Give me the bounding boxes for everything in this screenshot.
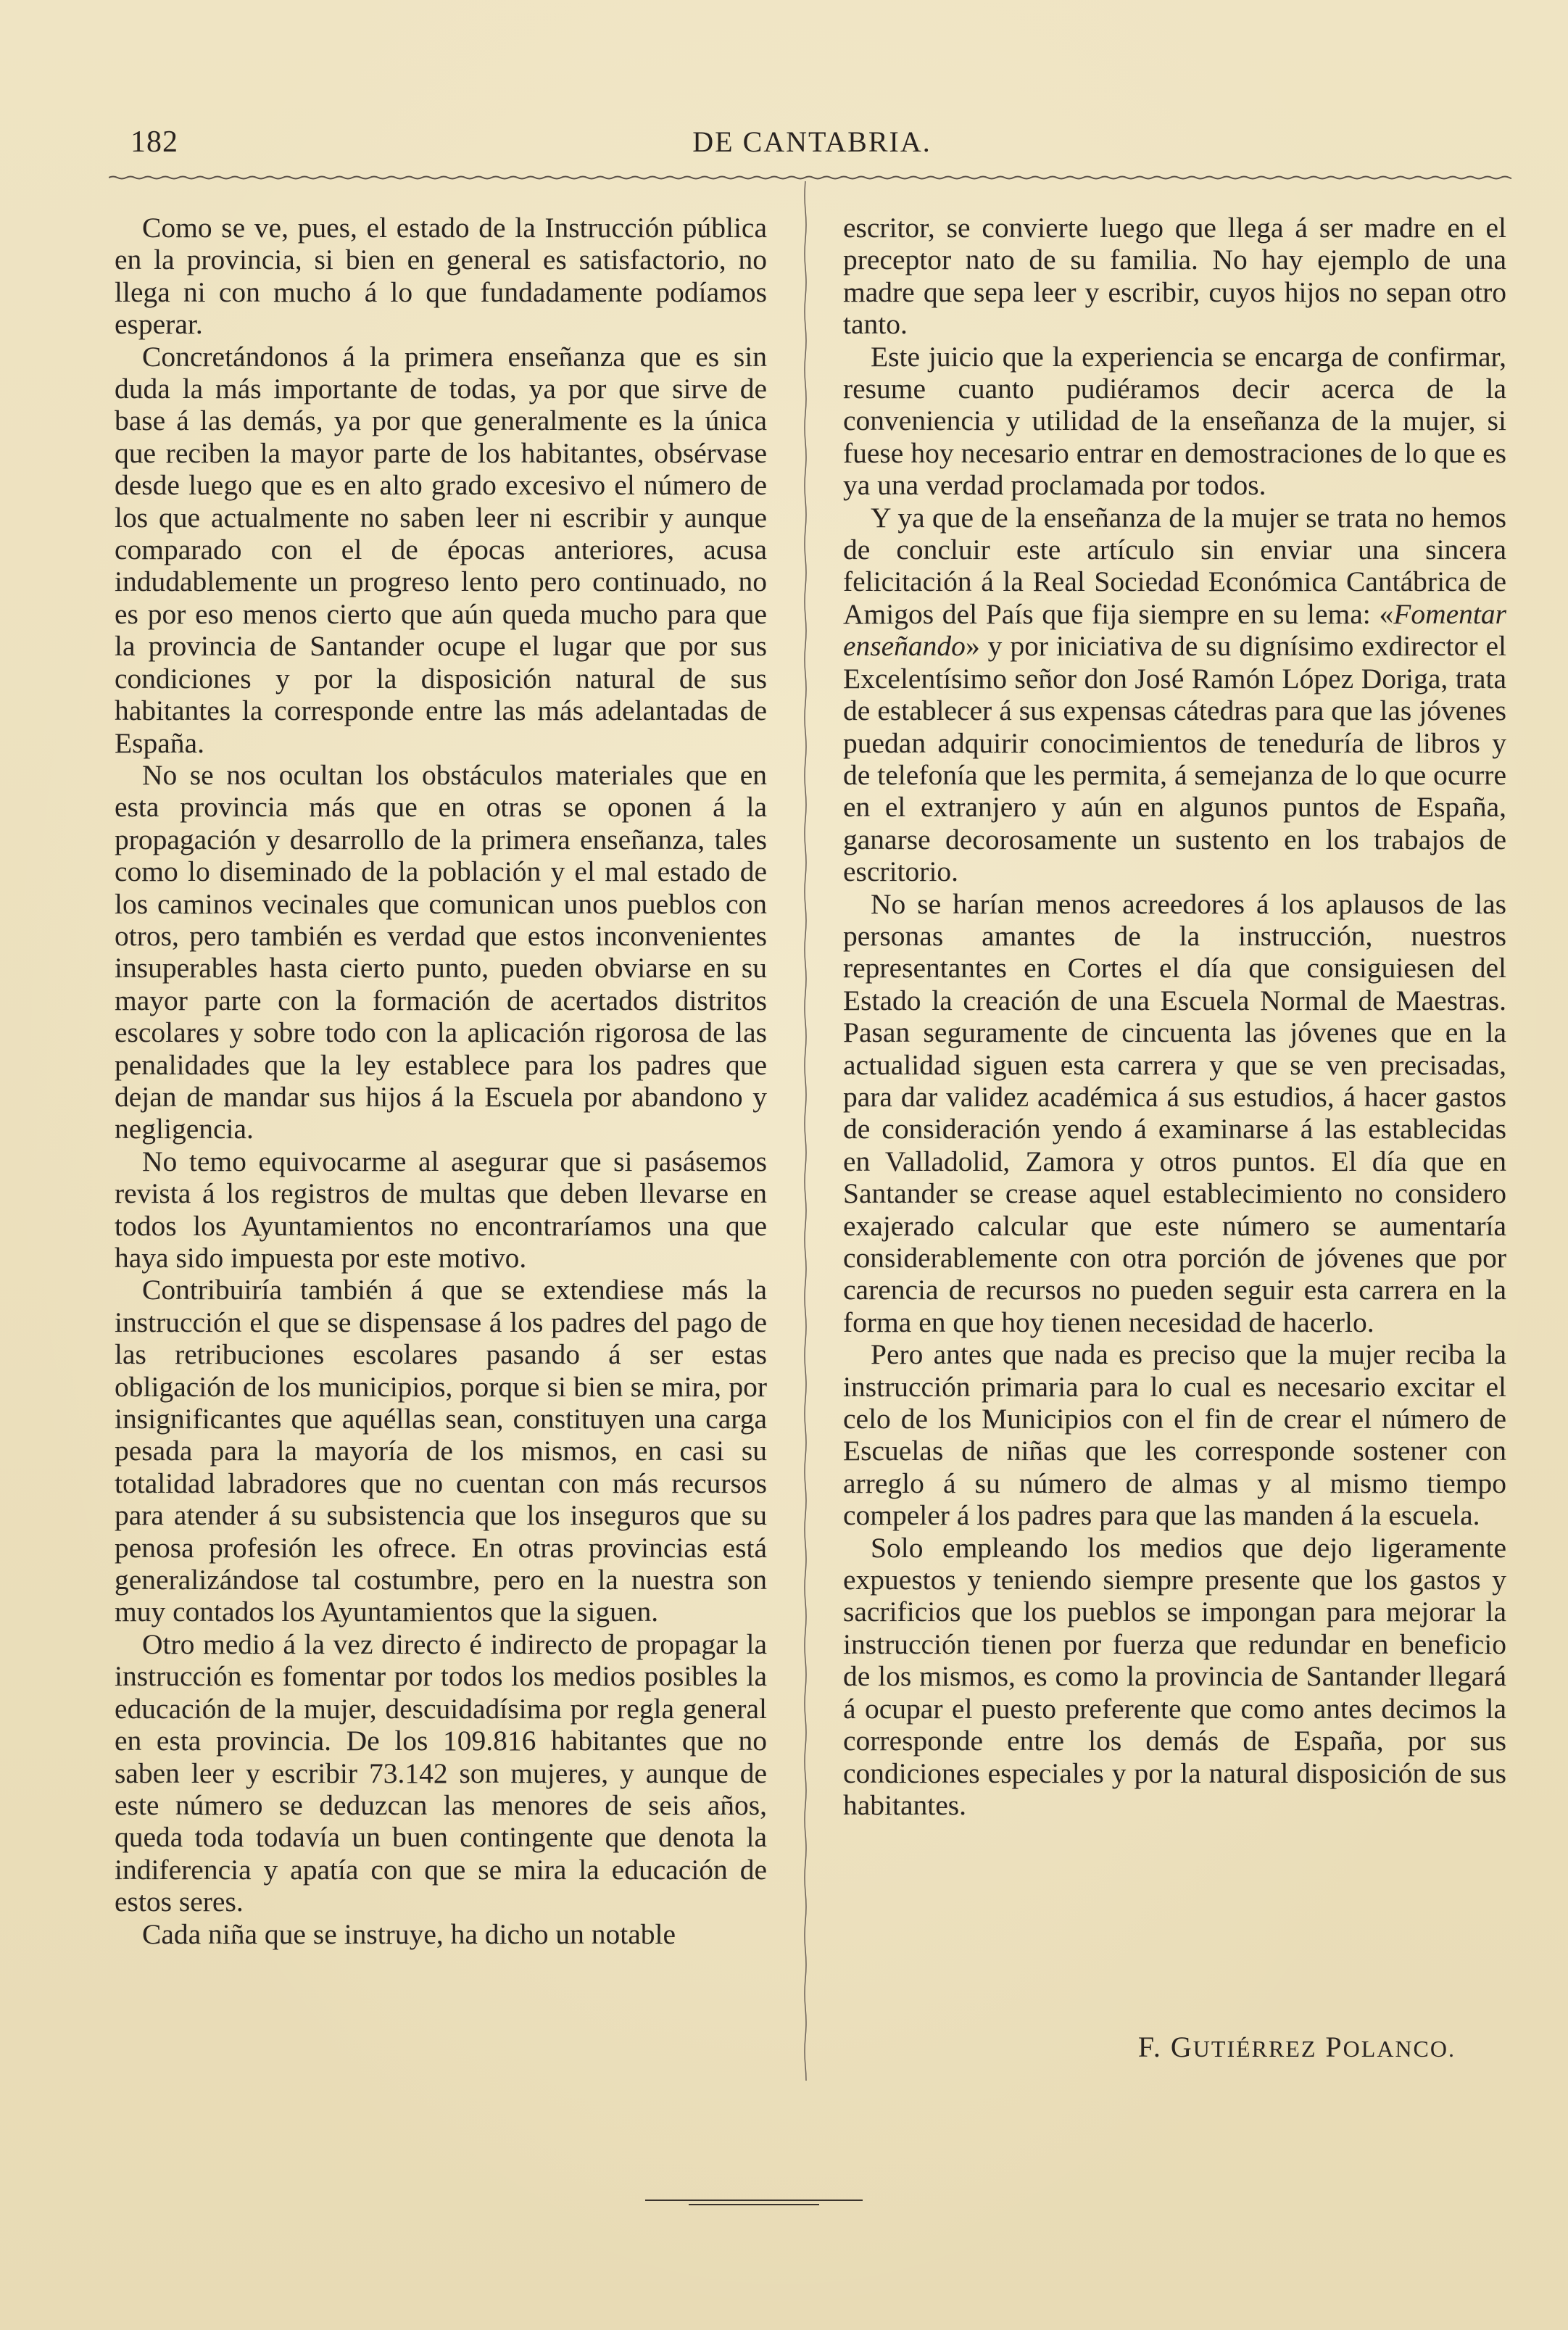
paragraph: Pero antes que nada es preciso que la mujer reciba la instrucción primaria para lo cual es necesario excitar el celo de los Municipios con el fin de crear el número de Escuelas de niñas que les corresponde sostener con arreglo á su número de almas y al mismo tiempo compeler á los padres para que las manden á la escuela. (843, 1338, 1506, 1532)
wavy-rule-icon (109, 174, 1511, 181)
paragraph: Cada niña que se instruye, ha dicho un notable (142, 1918, 676, 1950)
vertical-rule-icon (803, 181, 808, 2081)
paragraph: Este juicio que la experiencia se encarga de confirmar, resume cuanto pudiéramos decir acerca de la conveniencia y utilidad de la enseñanza de la mujer, si fuese hoy necesario entrar en demostraciones de lo que es ya una verdad proclamada por todos. (843, 340, 1506, 502)
society-motto: Fomentar enseñando (843, 597, 1506, 663)
end-rule (645, 2200, 863, 2208)
header-rule (109, 174, 1511, 181)
paragraph: No se harían menos acreedores á los aplausos de las personas amantes de la instrucción, nuestros representantes en Cortes el día que consiguiesen del Estado la creación de una Escuela Normal de Maestras. Pasan seguramente de cincuenta las jóvenes que en la actualidad siguen esta carrera y que se ven precisadas, para dar validez académica á sus estudios, á hacer gastos de consideración yendo á examinarse á las establecidas en Valladolid, Zamora y otros puntos. El día que en Santander se crease aquel establecimiento no considero exajerado calcular que este número se aumentaría considerablemente con otra porción de jóvenes que por carencia de recursos no pueden seguir esta carrera en la forma en que hoy tienen necesidad de hacerlo. (843, 887, 1506, 1338)
motto-tail: » y por iniciativa de su dignísimo exdirector el Excelentísimo señor don José Ramón López Doriga, trata de establecer á sus expensas cátedras para que las jóvenes puedan adquirir conocimientos de teneduría de libros y de telefonía que les permita, á semejanza de lo que ocurre en el extranjero y aún en algunos puntos de España, ganarse decorosamente un sustento en los trabajos de escritorio. (843, 630, 1506, 888)
motto-lead: Y ya que de la enseñanza de la mujer se trata no hemos de concluir este artículo sin enviar una sincera felicitación á la Real Sociedad Económica Cantábrica de Amigos del País que fija siempre en su lema: « (843, 501, 1506, 630)
paragraph-motto (843, 502, 1506, 888)
page-number: 182 (130, 125, 178, 159)
paragraph: No se nos ocultan los obstáculos materiales que en esta provincia más que en otras se oponen á la propagación y desarrollo de la primera enseñanza, tales como lo diseminado de la población y el mal estado de los caminos vecinales que comunican unos pueblos con otros, pero también es verdad que estos inconvenientes insuperables hasta cierto punto, pueden obviarse en su mayor parte con la formación de acertados distritos escolares y sobre todo con la aplicación rigorosa de las penalidades que la ley establece para los padres que dejan de mandar sus hijos á la Escuela por abandono y negligencia. (115, 758, 767, 1145)
signature-second-surname: OLANCO. (1343, 2036, 1456, 2062)
signature-surname: UTIÉRREZ (1192, 2036, 1317, 2062)
paragraph: Otro medio á la vez directo é indirecto de propagar la instrucción es fomentar por todos los medios posibles la educación de la mujer, descuidadísima por regla general en esta provincia. De los 109.816 habitantes que no saben leer y escribir 73.142 son mujeres, y aunque de este número se deduzcan las menores de seis años, queda toda todavía un buen contingente que denota la indiferencia y apatía con que se mira la educación de estos seres. (115, 1628, 767, 1918)
paragraph: Como se ve, pues, el estado de la Instrucción pública en la provincia, si bien en general es satisfactorio, no llega ni con mucho á lo que fundadamente podíamos esperar. (115, 212, 767, 341)
signature-second-initial: P (1325, 2031, 1343, 2063)
journal-title: DE CANTABRIA. (692, 125, 932, 158)
paragraph: Contribuiría también á que se extendiese más la instrucción el que se dispensase á los padres del pago de las retribuciones escolares pasando á ser estas obligación de los municipios, porque si bien se mira, por insignificantes que aquéllas sean, constituyen una carga pesada para la mayoría de los mismos, en casi su totalidad labradores que no cuentan con más recursos para atender á su subsistencia que los inseguros que su penosa profesión les ofrece. En otras provincias está generalizándose tal costumbre, pero en la nuestra son muy contados los Ayuntamientos que la siguen. (115, 1274, 767, 1628)
left-column (115, 212, 767, 1950)
signature-initial: F. G (1137, 2031, 1193, 2063)
paragraph: No temo equivocarme al asegurar que si pasásemos revista á los registros de multas que deben llevarse en todos los Ayuntamientos no encontraríamos una que haya sido impuesta por este motivo. (115, 1145, 767, 1274)
paragraph-continuation: escritor, se convierte luego que llega á ser madre en el preceptor nato de su familia. No hay ejemplo de una madre que sepa leer y escribir, cuyos hijos no sepan otro tanto. (843, 212, 1506, 341)
author-signature (843, 2030, 1506, 2064)
paragraph: Concretándonos á la primera enseñanza que es sin duda la más importante de todas, ya por que sirve de base á las demás, ya por que generalmente es la única que reciben la mayor parte de los habitantes, obsérvase desde luego que es en alto grado excesivo el número de los que actualmente no saben leer ni escribir y aunque comparado con el de épocas anteriores, acusa indudablemente un progreso lento pero continuado, no es por eso menos cierto que aún queda mucho para que la provincia de Santander ocupe el lugar que por sus condiciones y por la disposición natural de sus habitantes la corresponde entre las más adelantadas de España. (115, 340, 767, 759)
end-rule-line (645, 2200, 863, 2201)
end-rule-line (689, 2204, 819, 2205)
column-divider (803, 181, 808, 2081)
running-head (116, 125, 1508, 168)
right-column (843, 212, 1506, 1821)
paragraph: Solo empleando los medios que dejo ligeramente expuestos y teniendo siempre presente que los gastos y sacrificios que los pueblos se impongan para mejorar la instrucción tienen por fuerza que redundar en beneficio de los mismos, es como la provincia de Santander llegará á ocupar el puesto preferente que como antes decimos la corresponde entre los demás de España, por sus condiciones especiales y por la natural disposición de sus habitantes. (843, 1531, 1506, 1821)
